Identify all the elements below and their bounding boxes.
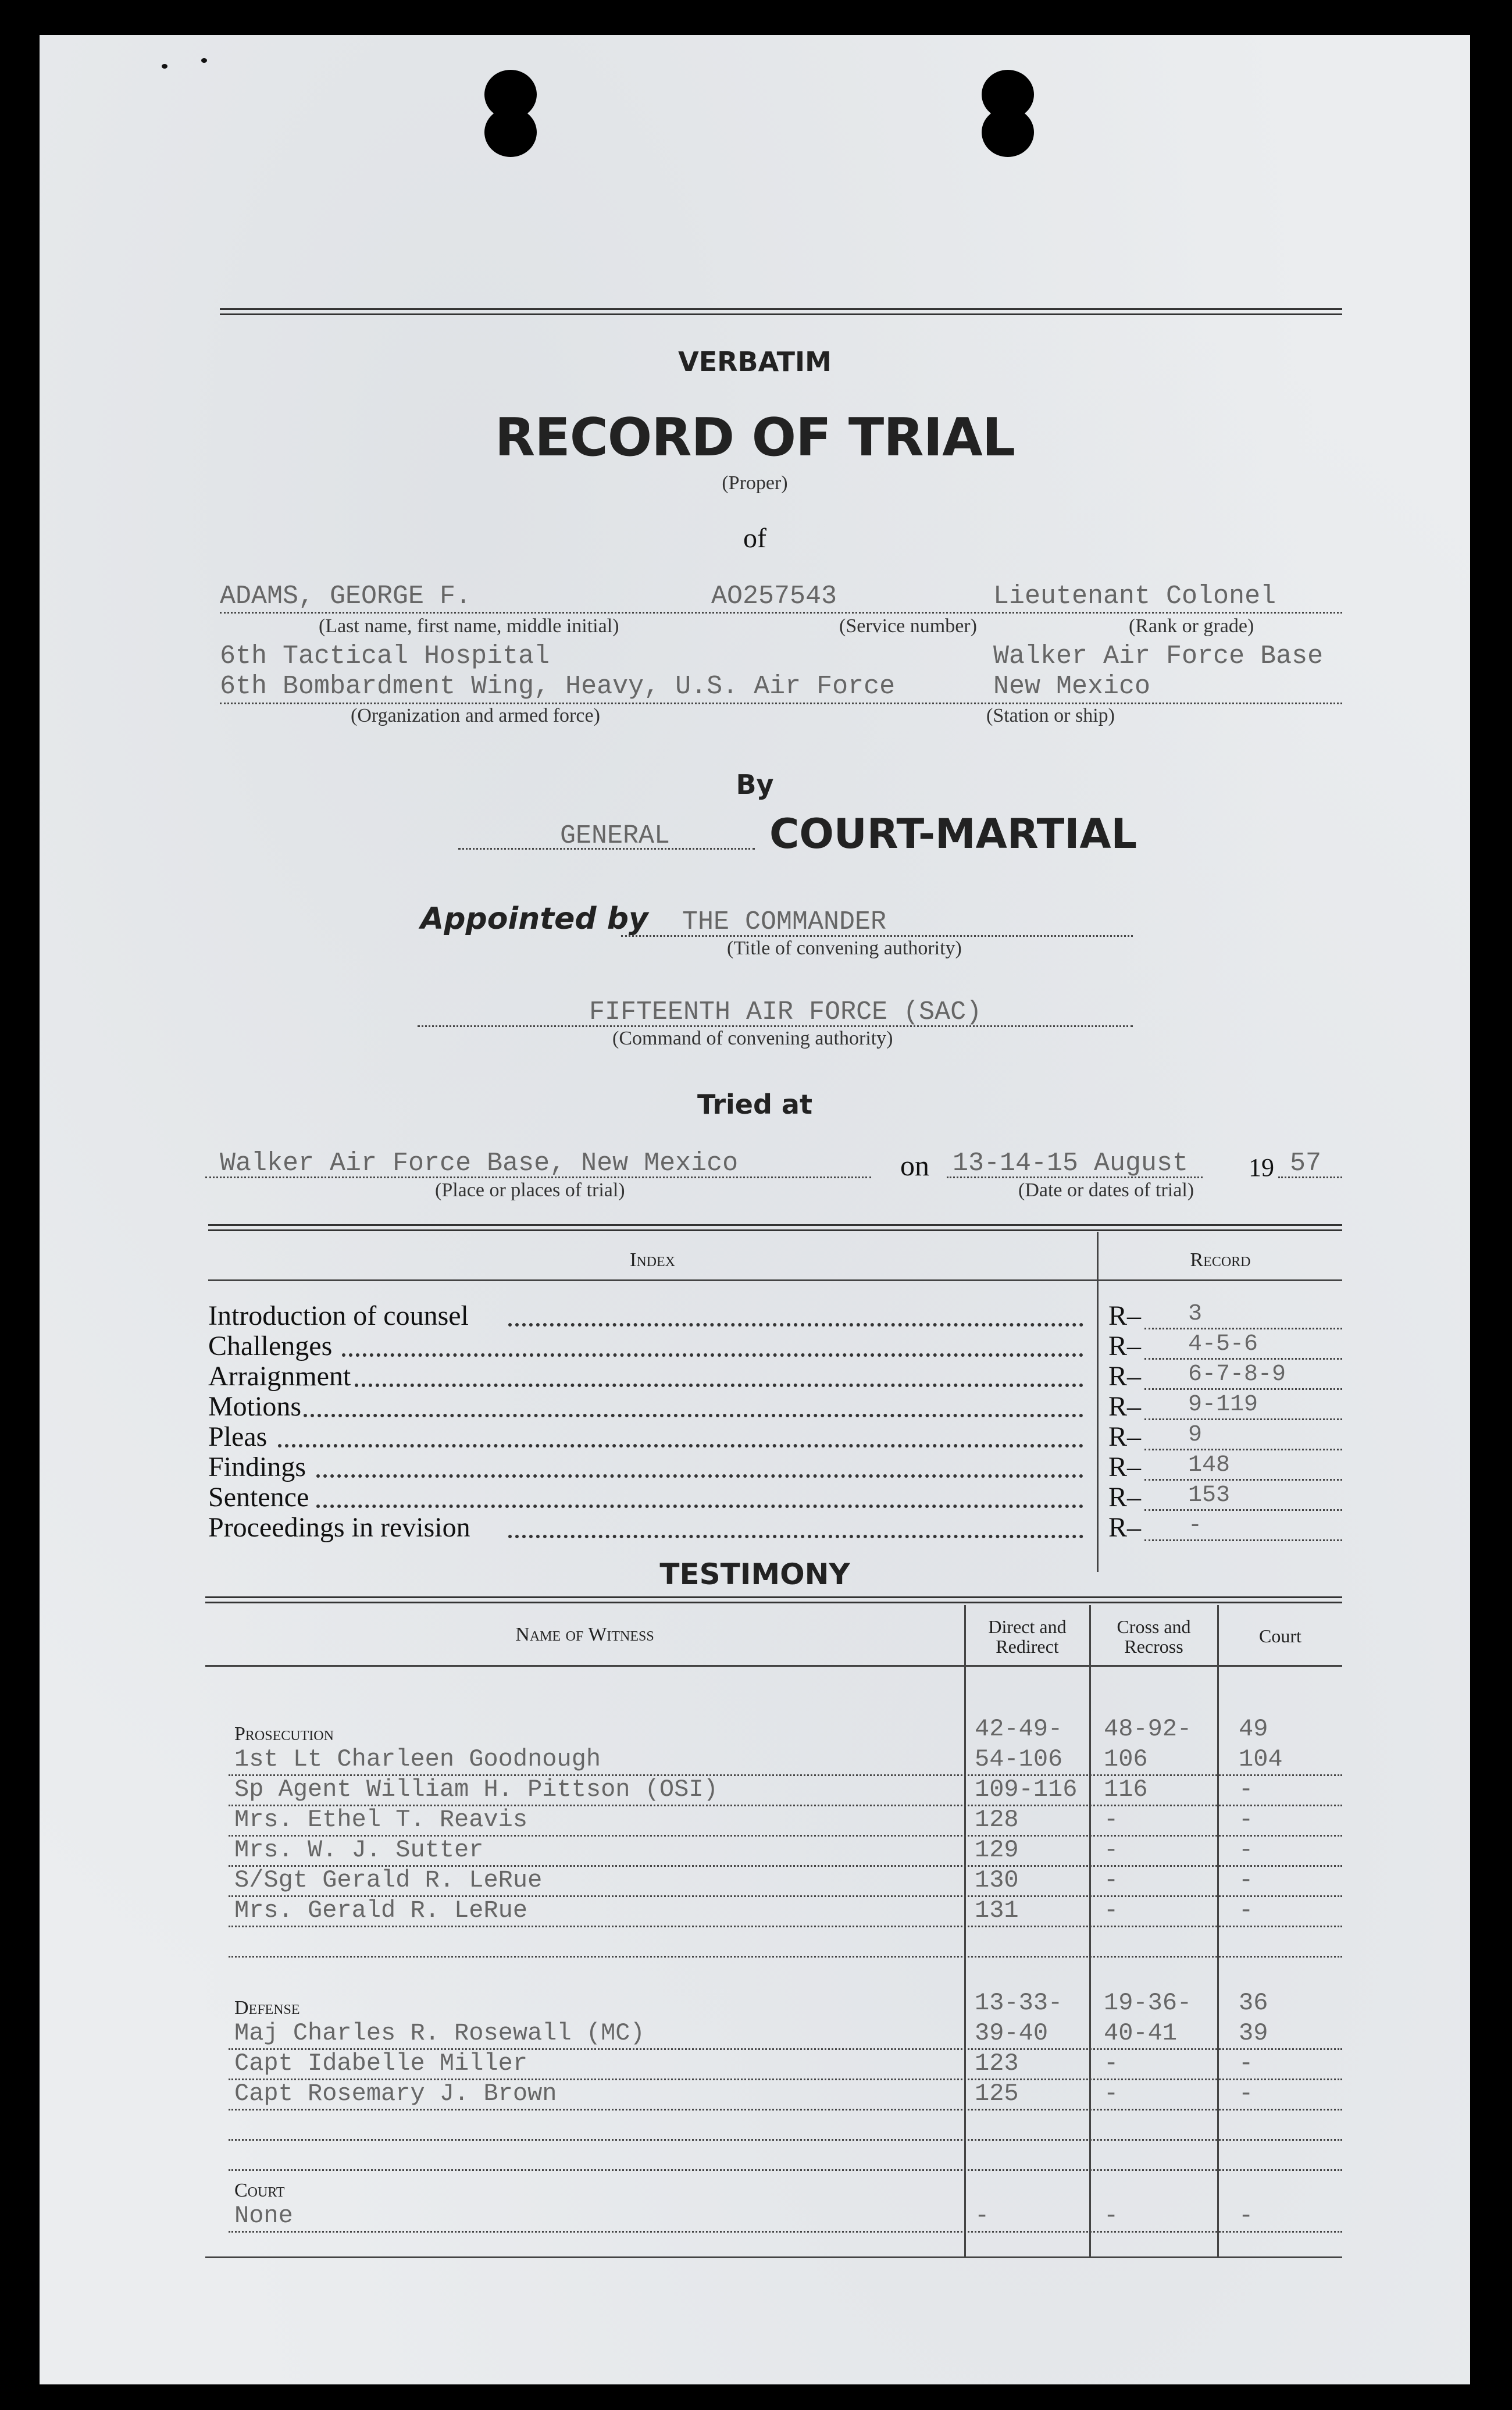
index-column-divider	[1097, 1232, 1099, 1572]
service-number-caption: (Service number)	[839, 615, 977, 637]
year-suffix: 57	[1290, 1149, 1322, 1178]
witness-name: Maj Charles R. Rosewall (MC)	[234, 2019, 645, 2047]
index-header-rule	[208, 1279, 1342, 1281]
record-fill-line	[1144, 1388, 1342, 1390]
direct-pages: 129	[975, 1836, 1019, 1864]
year-prefix: 19	[1249, 1153, 1274, 1182]
record-prefix: R–	[1108, 1361, 1142, 1392]
court-pages: 104	[1239, 1745, 1283, 1773]
direct-pages: -	[975, 2202, 990, 2230]
cross-pages: -	[1104, 1896, 1119, 1924]
testimony-divider-1	[964, 1605, 966, 2256]
index-leader-dots	[316, 1505, 1083, 1508]
convening-command-caption: (Command of convening authority)	[612, 1028, 893, 1049]
direct-pages: 130	[975, 1866, 1019, 1894]
direct-pages: 128	[975, 1806, 1019, 1834]
record-header: Record	[1190, 1249, 1251, 1271]
witness-name: Mrs. Gerald R. LeRue	[234, 1896, 528, 1924]
tried-at-label: Tried at	[697, 1089, 812, 1120]
prosecution-label: Prosecution	[234, 1723, 334, 1745]
cross-pages: -	[1104, 1836, 1119, 1864]
cross-pages: 48-92-	[1104, 1715, 1192, 1743]
index-leader-dots	[316, 1474, 1083, 1478]
cross-column-header	[1090, 1617, 1217, 1656]
convening-command: FIFTEENTH AIR FORCE (SAC)	[589, 997, 982, 1027]
witness-name: Mrs. W. J. Sutter	[234, 1836, 484, 1864]
record-prefix: R–	[1108, 1452, 1142, 1482]
record-fill-line	[1144, 1418, 1342, 1420]
ink-speck	[201, 58, 207, 63]
cross-pages: 116	[1104, 1776, 1148, 1803]
witness-name: S/Sgt Gerald R. LeRue	[234, 1866, 543, 1894]
index-leader-dots	[355, 1384, 1083, 1387]
page-title: RECORD OF TRIAL	[494, 407, 1015, 468]
testimony-top-rule	[205, 1596, 1342, 1603]
organization-fill-line	[220, 703, 1342, 704]
trial-place: Walker Air Force Base, New Mexico	[220, 1149, 739, 1178]
record-prefix: R–	[1108, 1300, 1142, 1331]
record-pages: 148	[1188, 1452, 1231, 1478]
record-prefix: R–	[1108, 1331, 1142, 1361]
station-line-2: New Mexico	[993, 672, 1151, 701]
rank: Lieutenant Colonel	[993, 582, 1276, 611]
organization-line-2: 6th Bombardment Wing, Heavy, U.S. Air Force	[220, 672, 896, 701]
record-of-trial-sheet	[40, 35, 1470, 2384]
index-item-label: Motions	[208, 1391, 302, 1422]
cross-pages: -	[1104, 2080, 1119, 2108]
convening-title-caption: (Title of convening authority)	[727, 937, 962, 959]
court-pages: 39	[1239, 2019, 1268, 2047]
record-pages: 6-7-8-9	[1188, 1361, 1286, 1388]
record-fill-line	[1144, 1509, 1342, 1511]
index-leader-dots	[304, 1414, 1083, 1417]
record-fill-line	[1144, 1328, 1342, 1329]
testimony-row-line	[229, 2109, 1342, 2110]
cross-pages: -	[1104, 1866, 1119, 1894]
witness-name: Sp Agent William H. Pittson (OSI)	[234, 1776, 718, 1803]
cross-pages: 40-41	[1104, 2019, 1178, 2047]
index-header: Index	[630, 1249, 675, 1271]
station-caption: (Station or ship)	[986, 705, 1115, 726]
accused-name: ADAMS, GEORGE F.	[220, 582, 472, 611]
year-fill-line	[1278, 1177, 1342, 1178]
witness-column-header: Name of Witness	[515, 1624, 654, 1645]
index-item-label: Arraignment	[208, 1361, 351, 1392]
trial-place-caption: (Place or places of trial)	[435, 1179, 625, 1201]
verbatim-heading: VERBATIM	[678, 346, 832, 377]
trial-place-fill-line	[205, 1177, 871, 1178]
cross-header-line-1: Cross and	[1117, 1616, 1191, 1637]
station-line-1: Walker Air Force Base	[993, 641, 1324, 671]
testimony-row-line	[229, 1956, 1342, 1958]
defense-label: Defense	[234, 1997, 300, 2019]
testimony-row-line	[229, 2139, 1342, 2141]
proper-caption: (Proper)	[722, 472, 788, 494]
cross-pages: 19-36-	[1104, 1989, 1192, 2017]
direct-pages: 125	[975, 2080, 1019, 2108]
court-pages: -	[1239, 1866, 1254, 1894]
court-type-fill-line	[458, 848, 755, 850]
record-prefix: R–	[1108, 1482, 1142, 1513]
index-item-label: Pleas	[208, 1421, 268, 1452]
service-number: AO257543	[711, 582, 837, 611]
testimony-divider-3	[1217, 1605, 1219, 2256]
testimony-heading: TESTIMONY	[659, 1557, 850, 1591]
direct-pages: 123	[975, 2049, 1019, 2077]
trial-date-caption: (Date or dates of trial)	[1018, 1179, 1194, 1201]
cross-header-line-2: Recross	[1124, 1636, 1183, 1657]
direct-pages: 54-106	[975, 1745, 1063, 1773]
record-fill-line	[1144, 1358, 1342, 1360]
court-pages: -	[1239, 1836, 1254, 1864]
index-top-rule	[208, 1224, 1342, 1231]
court-pages: -	[1239, 2080, 1254, 2108]
record-pages: 153	[1188, 1482, 1231, 1509]
witness-name: Mrs. Ethel T. Reavis	[234, 1806, 528, 1834]
testimony-row-line	[229, 1926, 1342, 1927]
appointed-by-label: Appointed by	[420, 901, 648, 936]
index-item-label: Introduction of counsel	[208, 1300, 469, 1331]
witness-name: None	[234, 2202, 293, 2230]
court-type: GENERAL	[560, 821, 671, 851]
court-pages: -	[1239, 1776, 1254, 1803]
testimony-bottom-rule	[205, 2256, 1342, 2258]
record-pages: 9-119	[1188, 1392, 1258, 1418]
cross-pages: 106	[1104, 1745, 1148, 1773]
convening-title-fill-line	[621, 935, 1133, 937]
convening-title: THE COMMANDER	[682, 907, 887, 937]
binder-hole-right	[982, 70, 1034, 157]
top-double-rule	[220, 308, 1342, 315]
record-fill-line	[1144, 1479, 1342, 1481]
name-caption: (Last name, first name, middle initial)	[319, 615, 619, 637]
organization-caption: (Organization and armed force)	[351, 705, 600, 726]
court-martial-heading: COURT-MARTIAL	[769, 810, 1137, 858]
record-pages: 4-5-6	[1188, 1331, 1258, 1357]
ink-speck	[162, 64, 167, 69]
direct-pages: 13-33-	[975, 1989, 1063, 2017]
index-leader-dots	[508, 1535, 1083, 1538]
index-leader-dots	[508, 1323, 1083, 1327]
by-label: By	[736, 769, 774, 800]
index-item-label: Findings	[208, 1452, 306, 1482]
direct-pages: 42-49-	[975, 1715, 1063, 1743]
direct-header-line-2: Redirect	[996, 1636, 1059, 1657]
testimony-divider-2	[1089, 1605, 1091, 2256]
accused-fill-line	[220, 612, 1342, 614]
convening-command-fill-line	[418, 1025, 1133, 1027]
index-item-label: Proceedings in revision	[208, 1512, 470, 1543]
record-prefix: R–	[1108, 1391, 1142, 1422]
index-leader-dots	[278, 1444, 1083, 1448]
direct-header-line-1: Direct and	[988, 1616, 1067, 1637]
index-leader-dots	[342, 1353, 1083, 1357]
record-pages: 3	[1188, 1301, 1203, 1327]
court-pages: -	[1239, 1806, 1254, 1834]
court-pages: 49	[1239, 1715, 1268, 1743]
record-fill-line	[1144, 1449, 1342, 1450]
record-pages: -	[1188, 1513, 1203, 1539]
index-item-label: Sentence	[208, 1482, 309, 1513]
direct-column-header	[965, 1617, 1089, 1656]
direct-pages: 131	[975, 1896, 1019, 1924]
testimony-row-line	[229, 2231, 1342, 2233]
court-pages: -	[1239, 2049, 1254, 2077]
testimony-header-rule	[205, 1665, 1342, 1667]
on-label: on	[900, 1149, 929, 1182]
binder-hole-left	[484, 70, 537, 157]
witness-name: 1st Lt Charleen Goodnough	[234, 1745, 601, 1773]
trial-dates: 13-14-15 August	[953, 1149, 1189, 1178]
record-pages: 9	[1188, 1422, 1203, 1448]
rank-caption: (Rank or grade)	[1129, 615, 1254, 637]
witness-name: Capt Rosemary J. Brown	[234, 2080, 557, 2108]
organization-line-1: 6th Tactical Hospital	[220, 641, 550, 671]
court-column-header: Court	[1259, 1625, 1301, 1646]
record-fill-line	[1144, 1539, 1342, 1541]
direct-pages: 39-40	[975, 2019, 1049, 2047]
testimony-row-line	[229, 2169, 1342, 2171]
court-pages: -	[1239, 2202, 1254, 2230]
cross-pages: -	[1104, 1806, 1119, 1834]
direct-pages: 109-116	[975, 1776, 1078, 1803]
court-pages: 36	[1239, 1989, 1268, 2017]
court-section-label: Court	[234, 2180, 285, 2201]
trial-dates-fill-line	[947, 1177, 1203, 1178]
record-prefix: R–	[1108, 1512, 1142, 1543]
witness-name: Capt Idabelle Miller	[234, 2049, 528, 2077]
record-prefix: R–	[1108, 1421, 1142, 1452]
court-pages: -	[1239, 1896, 1254, 1924]
index-item-label: Challenges	[208, 1331, 333, 1361]
of-label: of	[743, 523, 766, 554]
cross-pages: -	[1104, 2049, 1119, 2077]
cross-pages: -	[1104, 2202, 1119, 2230]
